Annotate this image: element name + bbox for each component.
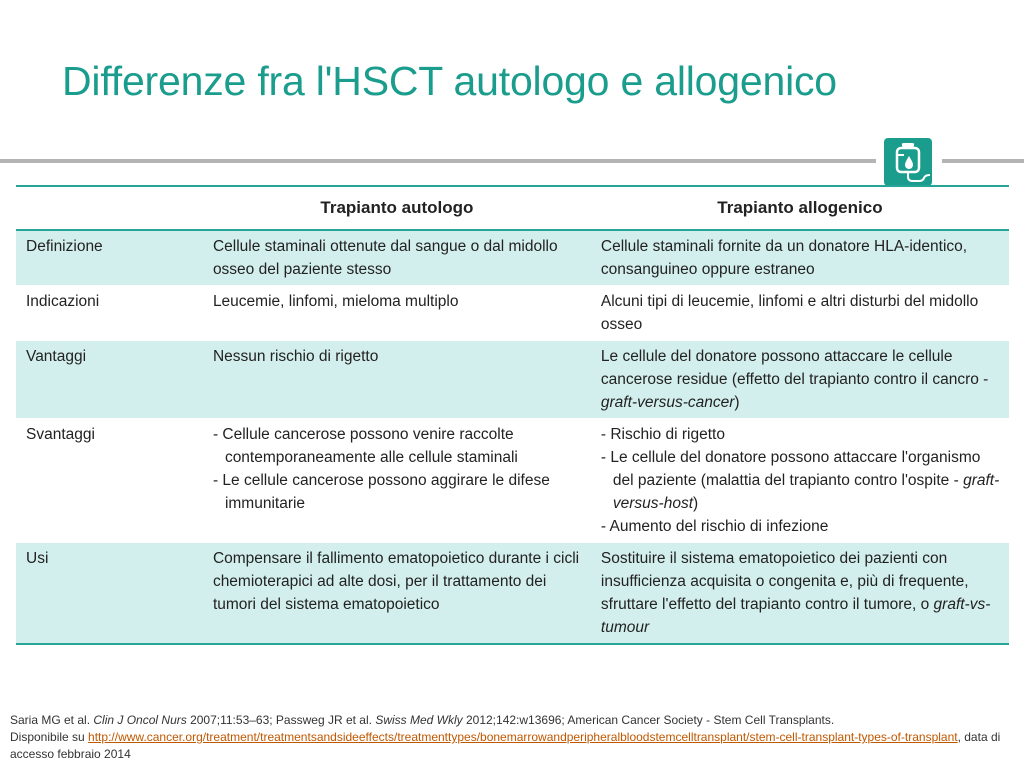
bullet-text: ) — [693, 495, 699, 512]
row-label-indicazioni: Indicazioni — [26, 293, 100, 310]
references-footer — [10, 712, 1015, 763]
iv-bag-icon — [884, 138, 932, 186]
table-header-row — [16, 186, 1009, 230]
journal-name: Swiss Med Wkly — [375, 713, 463, 727]
row-label-usi: Usi — [26, 550, 49, 567]
reference-text: 2007;11:53–63; Passweg JR et al. — [186, 713, 376, 727]
cell-allogenico — [591, 419, 1009, 543]
row-label-svantaggi: Svantaggi — [26, 426, 95, 443]
italic-term: graft-versus-host — [612, 472, 1000, 512]
cell-allogenico — [591, 543, 1009, 645]
slide-title: Differenze fra l'HSCT autologo e allogenico — [62, 58, 837, 104]
cell-text: Le cellule del donatore possono attaccare le cellule cancerose residue (effetto del trapianto contro il cancro - — [600, 348, 989, 388]
bullet-text: - Le cellule del donatore possono attaccare l'organismo del paziente (malattia del trapianto contro l'ospite - — [600, 449, 981, 489]
availability-text: Disponibile su — [10, 730, 89, 744]
access-date: , data di accesso febbraio 2014 — [10, 730, 1001, 761]
table-row — [16, 286, 1009, 341]
journal-name: Clin J Oncol Nurs — [93, 713, 187, 727]
table-row — [16, 341, 1009, 419]
row-label-vantaggi: Vantaggi — [26, 348, 87, 365]
cell-text: ) — [734, 394, 740, 411]
cell-allogenico — [591, 341, 1009, 419]
cell-allogenico: Alcuni tipi di leucemie, linfomi e altri disturbi del midollo osseo — [600, 293, 979, 333]
header-empty — [16, 186, 203, 230]
cell-autologo: Leucemie, linfomi, mieloma multiplo — [212, 293, 459, 310]
title-divider — [0, 159, 876, 163]
header-allogenico: Trapianto allogenico — [717, 198, 883, 217]
table-row — [16, 419, 1009, 543]
cell-autologo: Nessun rischio di rigetto — [212, 348, 379, 365]
italic-term: graft-versus-cancer — [600, 394, 735, 411]
row-label-definizione: Definizione — [26, 238, 103, 255]
title-divider-right — [942, 159, 1024, 163]
cell-autologo — [203, 419, 591, 543]
bullet-item: - Aumento del rischio di infezione — [600, 518, 829, 535]
comparison-table — [16, 185, 1009, 645]
cell-autologo: Cellule staminali ottenute dal sangue o dal midollo osseo del paziente stesso — [212, 238, 558, 278]
bullet-item: - Cellule cancerose possono venire raccolte contemporaneamente alle cellule staminali — [212, 426, 518, 466]
table-row — [16, 230, 1009, 286]
cell-allogenico: Cellule staminali fornite da un donatore HLA-identico, consanguineo oppure estraneo — [600, 238, 968, 278]
reference-text: 2012;142:w13696; American Cancer Society - Stem Cell Transplants. — [462, 713, 835, 727]
bullet-item — [601, 446, 1001, 515]
table-row — [16, 543, 1009, 645]
header-autologo: Trapianto autologo — [320, 198, 474, 217]
italic-term: graft-vs-tumour — [600, 596, 991, 636]
cell-text: Sostituire il sistema ematopoietico dei pazienti con insufficienza acquisita o congenita e, più di frequente, sfruttare l'effetto del trapianto contro il tumore, o — [600, 550, 969, 613]
reference-link[interactable]: http://www.cancer.org/treatment/treatmentsandsideeffects/treatmenttypes/bonemarrowandperipheralbloodstemcelltransplant/stem-cell-transplant-types-of-transplant — [88, 730, 958, 744]
bullet-item: - Le cellule cancerose possono aggirare le difese immunitarie — [212, 472, 550, 512]
bullet-item: - Rischio di rigetto — [600, 426, 725, 443]
reference-text: Saria MG et al. — [10, 713, 94, 727]
cell-autologo: Compensare il fallimento ematopoietico durante i cicli chemioterapici ad alte dosi, per il trattamento dei tumori del sistema ematopoietico — [212, 550, 580, 613]
